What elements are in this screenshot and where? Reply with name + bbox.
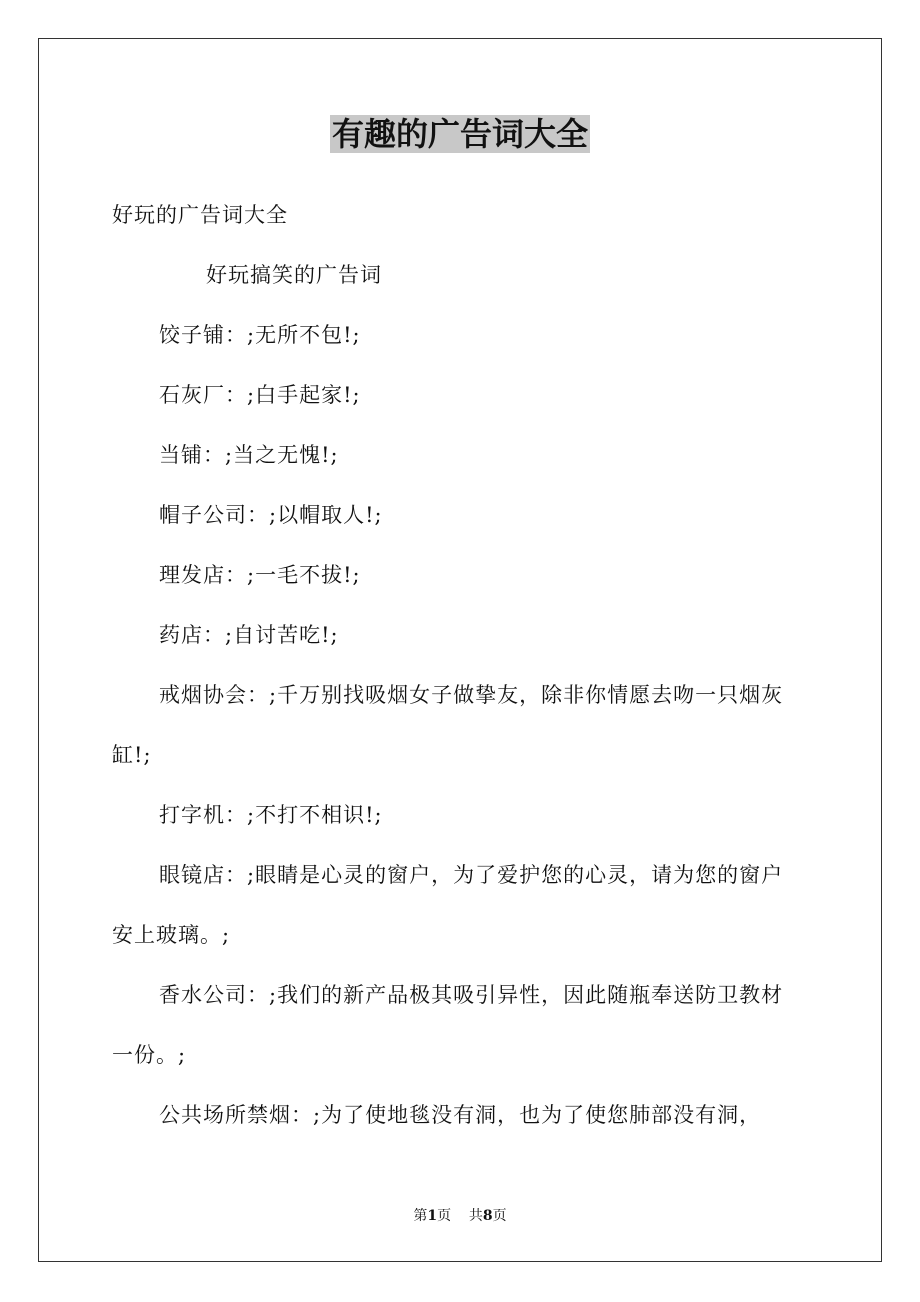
ad-entry-lime-factory: 石灰厂：;白手起家!;: [159, 383, 361, 407]
section-subheading: 好玩搞笑的广告词: [206, 263, 382, 287]
ad-entry-optician: 眼镜店：;眼睛是心灵的窗户，为了爱护您的心灵，请为您的窗户安上玻璃。;: [112, 863, 784, 947]
ad-entry-dumpling-shop: 饺子铺：;无所不包!;: [159, 323, 361, 347]
total-suffix: 页: [492, 1208, 507, 1224]
document-body: [112, 185, 802, 1145]
page-footer: [0, 1206, 920, 1226]
ad-entry-quit-smoking-association: 戒烟协会：;千万别找吸烟女子做挚友，除非你情愿去吻一只烟灰缸!;: [112, 683, 784, 767]
document-title-text: 有趣的广告词大全: [331, 115, 588, 153]
ad-entry-pharmacy: 药店：;自讨苦吃!;: [159, 623, 339, 647]
ad-entry-public-smoking-ban: 公共场所禁烟：;为了使地毯没有洞，也为了使您肺部没有洞，: [159, 1103, 762, 1127]
page-prefix: 第: [413, 1208, 428, 1224]
ad-entry-pawnshop: 当铺：;当之无愧!;: [159, 443, 339, 467]
intro-line: 好玩的广告词大全: [112, 203, 288, 227]
total-page-count: 8: [482, 1208, 493, 1224]
total-prefix: 共: [468, 1208, 483, 1224]
ad-entry-barber-shop: 理发店：;一毛不拔!;: [159, 563, 361, 587]
page-suffix: 页: [437, 1208, 452, 1224]
ad-entry-hat-company: 帽子公司：;以帽取人!;: [159, 503, 383, 527]
document-title: [0, 110, 920, 158]
ad-entry-typewriter: 打字机：;不打不相识!;: [159, 803, 383, 827]
ad-entry-perfume-company: 香水公司：;我们的新产品极其吸引异性，因此随瓶奉送防卫教材一份。;: [112, 983, 784, 1067]
current-page-number: 1: [427, 1208, 438, 1224]
